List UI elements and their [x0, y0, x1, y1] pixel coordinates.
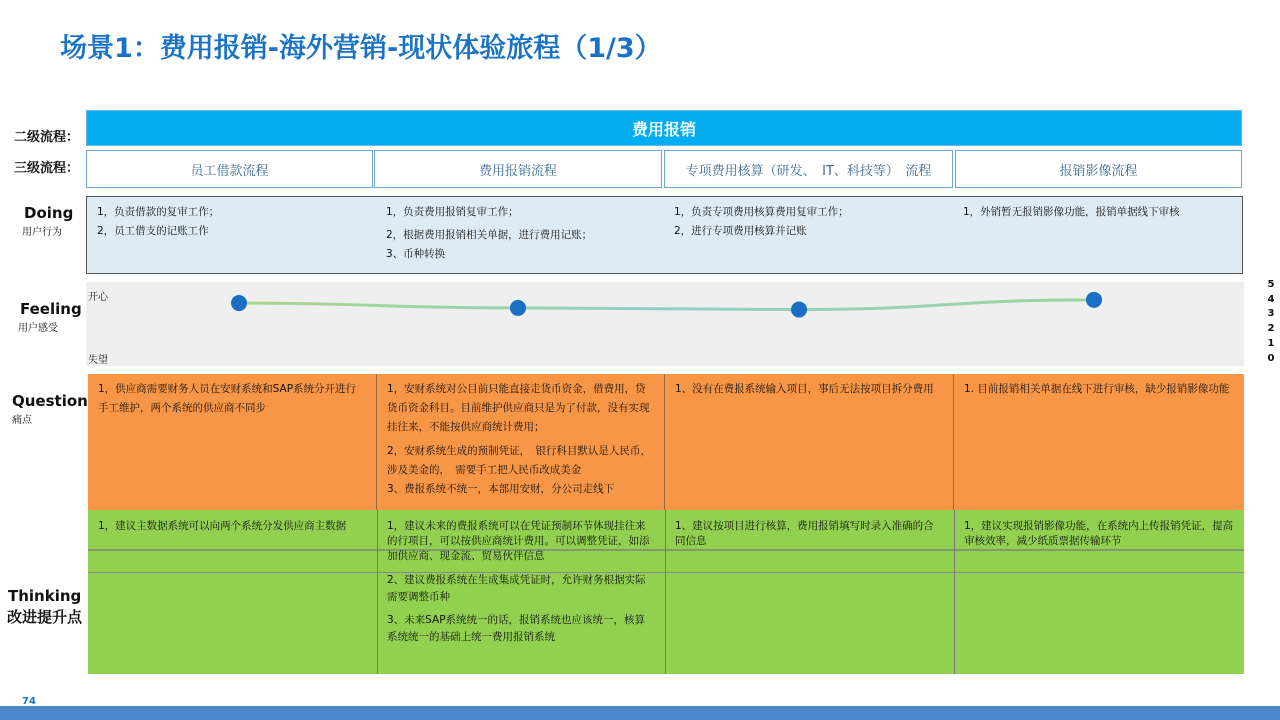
thinking-divider-2: [88, 572, 1244, 573]
thinking-2-line-1: 1，建议未来的费报系统可以在凭证预制环节体现挂往来的行项目，可以按供应商统计费用。可以调整凭证，如添加供应商、现金流、贸易伙伴信息: [387, 520, 650, 562]
doing-3-line-2: 2，进行专项费用核算并记账: [674, 225, 807, 237]
process-expense-reimbursement: 费用报销流程: [374, 150, 662, 188]
scale-tick-1: 1: [1267, 337, 1275, 349]
feeling-scale: [1266, 278, 1276, 366]
doing-label: Doing: [24, 204, 74, 222]
level2-header: 费用报销: [86, 110, 1242, 146]
feeling-top-label: 开心: [88, 292, 108, 303]
question-3-line-1: 1、没有在费报系统输入项目，事后无法按项目拆分费用: [675, 383, 934, 395]
thinking-2-line-2: 2、建议费报系统在生成集成凭证时，允许财务根据实际需要调整币种: [387, 574, 646, 603]
question-cell-2: [377, 374, 665, 510]
question-cell-4: [954, 374, 1244, 510]
question-4-line-1: 1. 目前报销相关单据在线下进行审核，缺少报销影像功能: [964, 383, 1230, 395]
question-cell-1: [88, 374, 377, 510]
scale-tick-3: 3: [1267, 308, 1275, 320]
scale-tick-0: 0: [1267, 352, 1275, 364]
question-2-line-2: 2，安财系统生成的预制凭证， 银行科目默认是人民币，涉及美金的， 需要手工把人民币改成美金: [387, 445, 651, 476]
question-2-line-1: 1，安财系统对公目前只能直接走货币资金，借费用，贷货币资金科目。目前维护供应商只是为了付款，没有实现挂往来，不能按供应商统计费用；: [387, 383, 650, 433]
feeling-point-1: [231, 295, 247, 311]
question-cell-3: [665, 374, 954, 510]
level2-label: 二级流程：: [14, 130, 80, 145]
page-number: 74: [22, 696, 36, 707]
doing-3-line-1: 1，负责专项费用核算费用复审工作；: [674, 206, 849, 218]
question-label: Question: [12, 392, 88, 410]
doing-sublabel: 用户行为: [22, 227, 62, 238]
scale-tick-2: 2: [1267, 323, 1275, 335]
scale-tick-5: 5: [1267, 279, 1275, 290]
thinking-cell-2: [377, 513, 665, 652]
process-reimbursement-image: 报销影像流程: [955, 150, 1242, 188]
thinking-1-line-1: 1，建议主数据系统可以向两个系统分发供应商主数据: [98, 520, 347, 532]
doing-2-line-1: 1，负责费用报销复审工作；: [386, 206, 519, 218]
doing-2-line-3: 3、币种转换: [386, 248, 446, 260]
footer-bar: [0, 706, 1280, 720]
doing-2-line-2: 2，根据费用报销相关单据，进行费用记账；: [386, 229, 593, 241]
thinking-cell-1: [88, 513, 377, 540]
thinking-4-line-1: 1，建议实现报销影像功能，在系统内上传报销凭证，提高审核效率，减少纸质票据传输环节: [964, 520, 1234, 547]
feeling-sublabel: 用户感受: [18, 323, 58, 334]
feeling-point-4: [1086, 292, 1102, 308]
question-sublabel: 痛点: [12, 415, 32, 426]
thinking-label: Thinking: [8, 587, 82, 605]
process-employee-loan: 员工借款流程: [86, 150, 373, 188]
scale-tick-4: 4: [1267, 293, 1275, 305]
feeling-point-2: [510, 300, 526, 316]
doing-1-line-1: 1，负责借款的复审工作；: [97, 206, 220, 218]
feeling-curve: [239, 300, 1094, 310]
question-2-line-3: 3、费报系统不统一，本部用安财，分公司走线下: [387, 483, 615, 495]
question-1-line-1: 1，供应商需要财务人员在安财系统和SAP系统分开进行手工维护，两个系统的供应商不同步: [98, 383, 357, 414]
thinking-2-line-3: 3、未来SAP系统统一的话，报销系统也应该统一，核算系统统一的基础上统一费用报销系统: [387, 614, 646, 643]
feeling-point-3: [791, 302, 807, 318]
feeling-label: Feeling: [20, 300, 82, 318]
process-special-expense: 专项费用核算（研发、 IT、科技等） 流程: [664, 150, 953, 188]
level3-label: 三级流程：: [14, 161, 80, 176]
thinking-sublabel: 改进提升点: [7, 608, 83, 626]
feeling-bottom-label: 失望: [88, 355, 108, 366]
doing-1-line-2: 2，员工借支的记账工作: [97, 225, 209, 237]
thinking-cell-4: [954, 513, 1244, 555]
doing-4-line-1: 1，外销暂无报销影像功能，报销单据线下审核: [963, 206, 1180, 218]
page-title: 场景1：费用报销-海外营销-现状体验旅程（1/3）: [60, 33, 662, 64]
thinking-cell-3: [665, 513, 954, 555]
thinking-3-line-1: 1、建议按项目进行核算，费用报销填写时录入准确的合同信息: [675, 520, 934, 547]
